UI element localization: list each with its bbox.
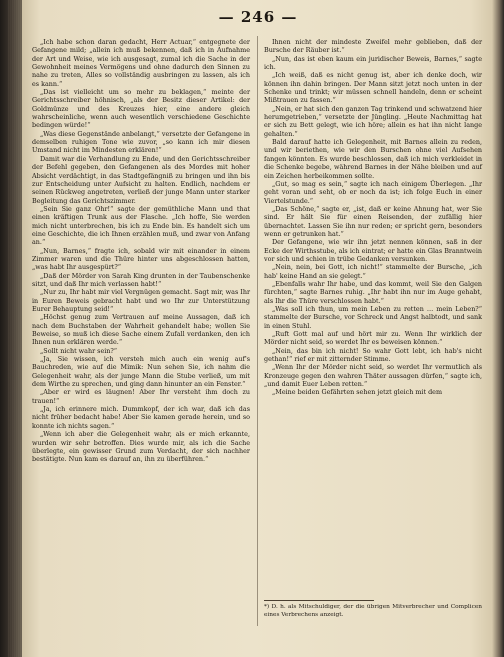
paragraph: „Höchst genug zum Vertrauen auf meine Aussagen, daß ich nach dem Buchstaben der Wahrheit gehandelt habe; wollen Sie Beweise, so muß ich diese Sache einem Zufall verdanken, den ich Ihnen nun erklären werde.“ [32,313,250,347]
paragraph: „Nein, nein, bei Gott, ich nicht!“ stammelte der Bursche, „ich hab' keine Hand an sie gelegt.“ [264,263,482,280]
left-column [32,38,250,464]
paragraph: „Ich weiß, daß es nicht genug ist, aber ich denke doch, wir können ihn dahin bringen. Der Mann sitzt jetzt noch unten in der Schenke und trinkt; wir müssen schnell handeln, denn er scheint Mißtrauen zu fassen.“ [264,71,482,105]
page-number: — 246 — [218,8,298,26]
footnote: *) D. h. als Mitschuldiger, der die übrigen Mitverbrecher und Complicen eines Verbrechens anzeigt. [264,604,482,618]
paragraph: „Wenn ich aber die Gelegenheit wahr, als er mich erkannte, wurden wir sehr betroffen. Dies wurde mir, als ich die Sache überlegte, ein gewisser Grund zum Verdacht, der sich nachher bestätigte. Nun kam es darauf an, ihn zu überführen.“ [32,430,250,464]
book-gutter [8,0,22,657]
book-page [32,8,484,648]
paragraph: „Ebenfalls wahr Ihr habe, und das kommt, weil Sie den Galgen fürchten,“ sagte Barnes ruhig. „Ihr habt ihn nur im Auge gehabt, als Ihr die Thüre verschlossen habt.“ [264,279,482,305]
paragraph: „Was diese Gegenstände anbelangt,“ versetzte der Gefangene in demselben ruhigen Tone wie zuvor, „so kann ich mir diesen Umstand nicht im Mindesten erklären!“ [32,129,250,155]
paragraph: „Nun, das ist eben kaum ein juridischer Beweis, Barnes,“ sagte ich. [264,54,482,72]
paragraph: „Das Schöne,“ sagte er, „ist, daß er keine Ahnung hat, wer Sie sind. Er hält Sie für einen Reisenden, der zufällig hier übernachtet. Lassen Sie ihn nur reden; er spricht gern, besonders wenn er getrunken hat.“ [264,204,482,238]
paragraph: „Sollt nicht wahr sein?“ [40,346,118,355]
paragraph: Der Gefangene, wie wir ihn jetzt nennen können, saß in der Ecke der Wirthsstube, als ich eintrat; er hatte ein Glas Branntwein vor sich und schien in trübe Gedanken versunken. [264,238,482,263]
footnote-rule [264,600,374,601]
paragraph: Ihnen nicht der mindeste Zweifel mehr geblieben, daß der Bursche der Räuber ist.“ [264,38,482,55]
paragraph: „Wenn Ihr der Mörder nicht seid, so werdet Ihr vermutlich als Kronzeuge gegen den wahren Thäter aussagen dürfen,“ sagte ich, „und damit Euer Leben retten.“ [264,363,482,389]
paragraph: „Das ist vielleicht um so mehr zu beklagen,“ meinte der Gerichtsschreiber höhnisch, „als der Besitz dieser Artikel: der Goldmünze und des Kreuzes hier, eine andere gleich wahrscheinliche, wenn auch wesentlich verschiedene Geschichte bedingen würde!“ [32,88,250,130]
paragraph: Damit war die Verhandlung zu Ende, und den Gerichtsschreiber der Befehl gegeben, den Gefangenen als des Mordes mit hoher Absicht verdächtigt, in das Stadtgefängniß zu bringen und ihn bis zur Entscheidung unter Aufsicht zu halten. Endlich, nachdem er seinen Rückweg angetreten, verließ der junge Mann unter starker Begleitung das Gerichtszimmer. [32,154,250,205]
paragraph: „Aber er wird es läugnen! Aber Ihr versteht ihm doch zu trauen!“ [32,388,250,405]
paragraph: „Ja, Sie wissen, ich versteh mich auch ein wenig auf's Bauchreden, wie auf die Mimik: Nun sehen Sie, ich nahm die Gelegenheit wahr, als der junge Mann die Stube verließ, um mit dem Wirthe zu sprechen, und ging dann hinunter an ein Fenster.“ [32,355,250,389]
paragraph: „Ruft Gott mal auf und hört mir zu. Wenn Ihr wirklich der Mörder nicht seid, so werdet Ihr es beweisen können.“ [264,330,482,347]
paragraph: Bald darauf hatte ich Gelegenheit, mit Barnes allein zu reden, und wir beriethen, wie wir den Burschen ohne viel Aufsehen fangen könnten. Es wurde beschlossen, daß ich mich verkleidet in die Schenke begebe, während Barnes in der Nähe bleiben und auf ein Zeichen herbeikommen sollte. [264,138,482,180]
paragraph: „Nur zu, Ihr habt mir viel Vergnügen gemacht. Sagt mir, was Ihr in Euren Beweis gebracht habt und wo Ihr zur Unterstützung Eurer Behauptung seid!“ [32,288,250,313]
paragraph: „Nun, Barnes,“ fragte ich, sobald wir mit einander in einem Zimmer waren und die Thüre hinter uns abgeschlossen hatten, „was habt Ihr ausgespürt?“ [32,246,250,272]
paragraph: „Sein Sie ganz Ohr!“ sagte der gemüthliche Mann und that einen kräftigen Trunk aus der Flasche. „Ich hoffe, Sie werden mich nicht unterbrechen, bis ich zu Ende bin. Es handelt sich um eine Geschichte, die ich Ihnen erzählen muß, und zwar von Anfang an.“ [32,204,250,247]
paragraph: „Nein, das bin ich nicht! So wahr Gott lebt, ich hab's nicht gethan!“ rief er mit zitternder Stimme. [264,346,482,364]
paragraph: „Meine beiden Gefährten sehen jetzt gleich mit dem [272,388,443,397]
paragraph: „Ich habe schon daran gedacht, Herr Actuar,“ entgegnete der Gefangene mild; „allein ich muß bekennen, daß ich in Aufnahme der Art und Weise, wie ich ausgesagt, zumal ich die Sache in der Gewohnheit meines Vermögens und ohne dadurch den Sinnen zu nahe zu treten, Alles so vollständig ausbringen zu lassen, als ich es kann.“ [32,38,250,88]
paragraph: „Daß der Mörder von Sarah King drunten in der Taubenschenke sitzt, und daß Ihr mich verlassen habt!“ [32,271,250,288]
paragraph: „Was soll ich thun, um mein Leben zu retten … mein Leben?“ stammelte der Bursche, vor Schreck und Angst halbtodt, und sank in einen Stuhl. [264,305,482,330]
paragraph: „Ja, ich erinnere mich. Dummkopf, der ich war, daß ich das nicht früher bedacht habe! Aber Sie kamen gerade herein, und so konnte ich nichts sagen.“ [32,405,250,430]
right-column [264,38,482,397]
column-divider [257,36,258,626]
paragraph: „Nein, er hat sich den ganzen Tag trinkend und schwatzend hier herumgetrieben,“ versetzte der Jüngling. „Heute Nachmittag hat er sich zu Bett gelegt, wie ich höre; allein es hat ihn nicht lange gehalten.“ [264,104,482,138]
paragraph: „Gut, so mag es sein,“ sagte ich nach einigem Überlegen. „Ihr geht voran und seht, ob er noch da ist; ich folge Euch in einer Viertelstunde.“ [264,179,482,205]
